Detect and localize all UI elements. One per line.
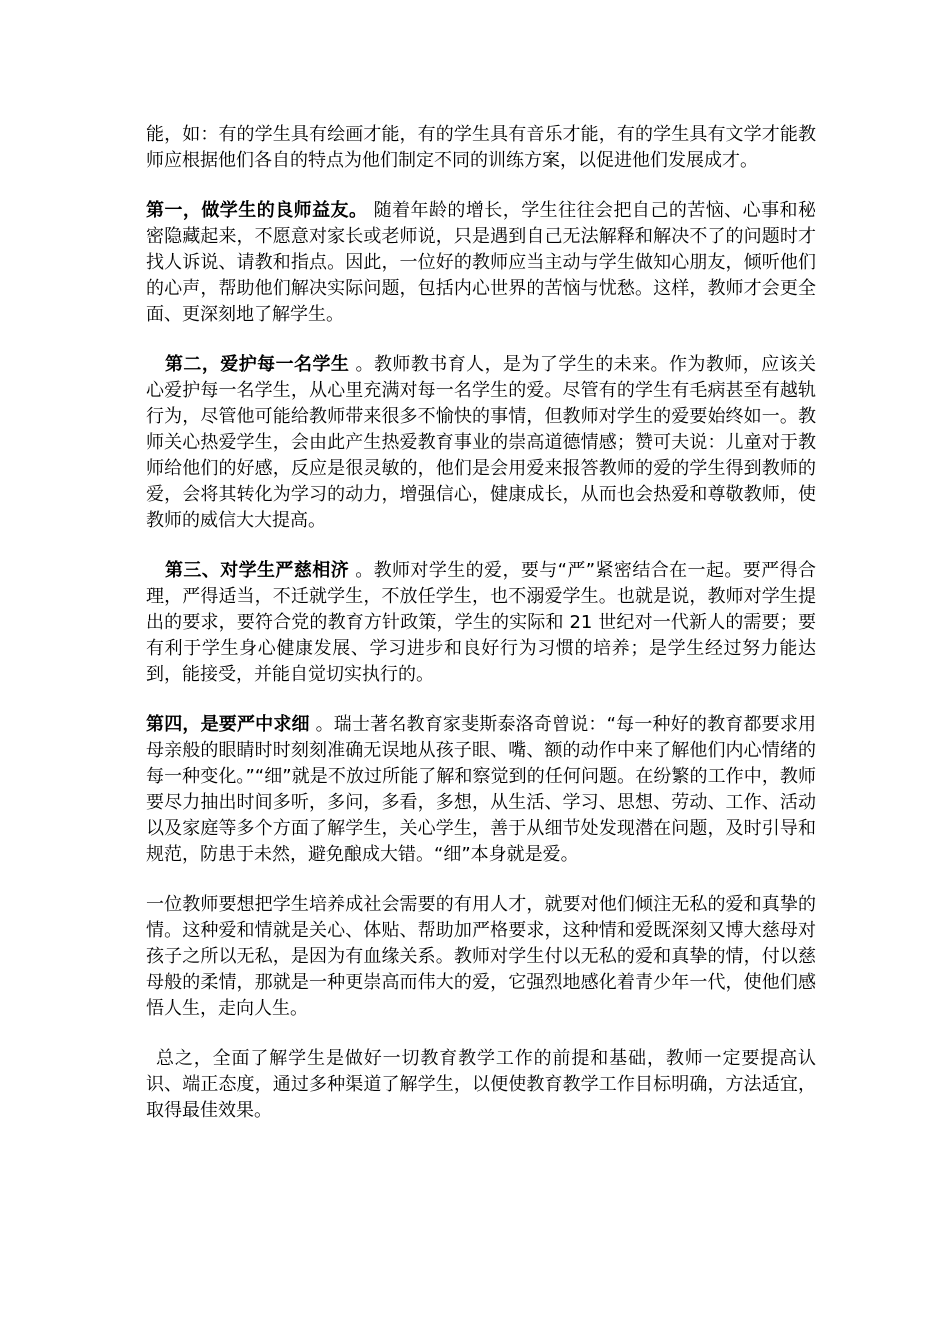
paragraph-conclusion	[146, 1046, 816, 1124]
paragraph-text: 能，如：有的学生具有绘画才能，有的学生具有音乐才能，有的学生具有文学才能教师应根据他们各自的特点为他们制定不同的训练方案，以促进他们发展成才。	[146, 124, 816, 171]
document-page	[146, 122, 816, 1148]
paragraph-heading: 第四，是要严中求细	[146, 714, 310, 735]
paragraph-second-point	[146, 352, 816, 534]
paragraph-first-point	[146, 198, 816, 328]
paragraph-fourth-point	[146, 712, 816, 868]
paragraph-text: 一位教师要想把学生培养成社会需要的有用人才，就要对他们倾注无私的爱和真挚的情。这种爱和情就是关心、体贴、帮助加严格要求，这种情和爱既深刻又博大慈母对孩子之所以无私，是因为有血缘关系。教师对学生付以无私的爱和真挚的情，付以慈母般的柔情，那就是一种更崇高而伟大的爱，它强烈地感化着青少年一代，使他们感悟人生，走向人生。	[146, 894, 816, 1019]
paragraph-love	[146, 892, 816, 1022]
paragraph-intro	[146, 122, 816, 174]
paragraph-heading: 第三、对学生严慈相济	[165, 560, 350, 581]
paragraph-heading: 第二，爱护每一名学生	[165, 354, 350, 375]
paragraph-heading: 第一，做学生的良师益友。	[146, 200, 368, 221]
paragraph-text: 。教师对学生的爱，要与“严”紧密结合在一起。要严得合理，严得适当，不迁就学生，不放任学生，也不溺爱学生。也就是说，教师对学生提出的要求，要符合党的教育方针政策，学生的实际和 21 世纪对一代新人的需要；要有利于学生身心健康发展、学习进步和良好行为习惯的培养；是学生经过努力能达到，能接受，并能自觉切实执行的。	[146, 560, 816, 685]
paragraph-text: 。教师教书育人，是为了学生的未来。作为教师，应该关心爱护每一名学生，从心里充满对每一名学生的爱。尽管有的学生有毛病甚至有越轨行为，尽管他可能给教师带来很多不愉快的事情，但教师对学生的爱要始终如一。教师关心热爱学生，会由此产生热爱教育事业的崇高道德情感；赞可夫说：儿童对于教师给他们的好感，反应是很灵敏的，他们是会用爱来报答教师的爱的学生得到教师的爱，会将其转化为学习的动力，增强信心，健康成长，从而也会热爱和尊敬教师，使教师的威信大大提高。	[146, 354, 816, 531]
paragraph-third-point	[146, 558, 816, 688]
paragraph-text: 随着年龄的增长，学生往往会把自己的苦恼、心事和秘密隐藏起来，不愿意对家长或老师说，只是遇到自己无法解释和解决不了的问题时才找人诉说、请教和指点。因此，一位好的教师应当主动与学生做知心朋友，倾听他们的心声，帮助他们解决实际问题，包括内心世界的苦恼与忧愁。这样，教师才会更全面、更深刻地了解学生。	[146, 200, 816, 325]
paragraph-text: 总之，全面了解学生是做好一切教育教学工作的前提和基础，教师一定要提高认识、端正态度，通过多种渠道了解学生，以便使教育教学工作目标明确，方法适宜，取得最佳效果。	[146, 1048, 816, 1121]
paragraph-text: 。瑞士著名教育家斐斯泰洛奇曾说：“每一种好的教育都要求用母亲般的眼睛时时刻刻准确无误地从孩子眼、嘴、额的动作中来了解他们内心情绪的每一种变化。”“细”就是不放过所能了解和察觉到的任何问题。在纷繁的工作中，教师要尽力抽出时间多听，多问，多看，多想，从生活、学习、思想、劳动、工作、活动以及家庭等多个方面了解学生，关心学生，善于从细节处发现潜在问题，及时引导和规范，防患于未然，避免酿成大错。“细”本身就是爱。	[146, 714, 817, 865]
